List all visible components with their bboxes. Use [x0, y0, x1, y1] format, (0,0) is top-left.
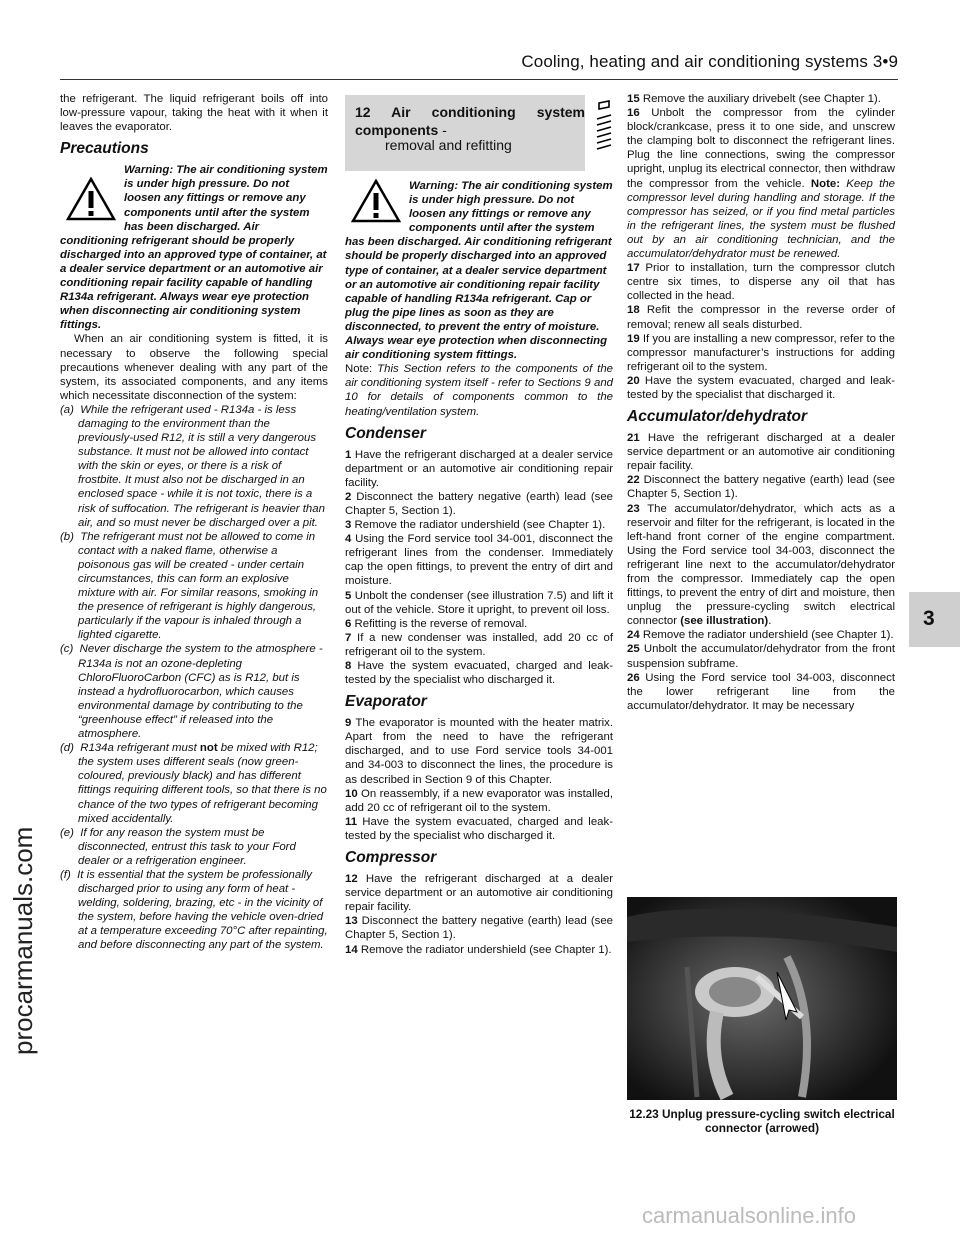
- step-number: 6: [345, 617, 352, 630]
- step: [627, 332, 895, 374]
- step-number: 7: [345, 631, 352, 644]
- step: [345, 716, 613, 786]
- step: [627, 261, 895, 303]
- warning-triangle-icon: [66, 177, 116, 221]
- step-number: 9: [345, 717, 352, 730]
- section-heading-box: [345, 95, 585, 171]
- step-text: On reassembly, if a new evaporator was installed, add 20 cc of refrigerant oil to the system.: [345, 787, 613, 814]
- accumulator-steps: [627, 431, 895, 501]
- illustration-photo: [627, 897, 897, 1100]
- step-number: 25: [627, 643, 640, 656]
- page-title: Cooling, heating and air conditioning systems 3•9: [521, 52, 898, 71]
- section-title: 12 Air conditioning system components -: [355, 104, 585, 138]
- warning-block: [60, 163, 328, 332]
- step: 15 Remove the auxiliary drivebelt (see Chapter 1).: [627, 93, 881, 105]
- step-number: 13: [345, 915, 358, 928]
- step-text: Have the refrigerant discharged at a dealer service department or an automotive air conditioning repair facility.: [627, 432, 895, 473]
- step-number: 18: [627, 304, 640, 317]
- intro-text: the refrigerant. The liquid refrigerant boils off into low-pressure vapour, taking the heat with it when it leaves the evaporator.: [60, 93, 328, 134]
- step-text: If you are installing a new compressor, refer to the compressor manufacturer’s instructions for adding refrigerant oil to the system.: [627, 332, 895, 373]
- item-d-pre: (d) R134a refrigerant must: [60, 742, 200, 755]
- step: [345, 659, 613, 687]
- chapter-tab: [909, 592, 960, 647]
- side-watermark: procarmanuals.com: [8, 826, 38, 1055]
- item-d-post: be mixed with R12; the system uses different seals (now green-coloured, previously black) and has different fittings requiring different tools, so that there is no chance of the two types of refrigerant becoming mixed accidentally.: [78, 742, 327, 825]
- warning-text: Warning: The air conditioning system is under high pressure. Do not loosen any fittings or remove any components until after the system has been discharged. Air conditioning refrigerant should be properly discharged into an approved type of container, at a dealer service department or an automotive air conditioning repair facility capable of handling R134a refrigerant. Always wear eye protection when disconnecting air conditioning system fittings.: [60, 164, 328, 332]
- step: [345, 589, 613, 617]
- list-item: (c) Never discharge the system to the atmosphere - R134a is not an ozone-depleting ChloroFluoroCarbon (CFC) as is R12, but is instead a hydrofluorocarbon, which causes environmental damage by contributing to the “greenhouse effect” if released into the atmosphere.: [60, 643, 323, 741]
- step: [627, 431, 895, 473]
- step-text: Disconnect the battery negative (earth) lead (see Chapter 5, Section 1).: [345, 915, 613, 942]
- step-number: 19: [627, 332, 640, 345]
- engine-bay-photo-image: [627, 897, 897, 1100]
- step-number: 14: [345, 943, 358, 956]
- step: [627, 642, 895, 670]
- step-number: 5: [345, 589, 352, 602]
- step-number: 3: [345, 519, 352, 532]
- step-number: 24: [627, 629, 640, 642]
- header-rule: [60, 79, 898, 80]
- step-number: 22: [627, 474, 640, 487]
- step-number: 26: [627, 671, 640, 684]
- accumulator-steps-continued: [627, 628, 895, 713]
- step: [345, 518, 613, 532]
- step-number: 12: [345, 873, 358, 886]
- left-column: [60, 92, 328, 953]
- step-number: 11: [345, 815, 358, 828]
- step-number: 17: [627, 262, 640, 275]
- step: [627, 628, 895, 642]
- step: 16 Unbolt the compressor from the cylinder block/crankcase, press it to one side, and unscrew the clamping bolt to disconnect the refrigerant lines. Plug the line connections, swing the compressor upright, unplug its electrical connector, then withdraw the compressor from the vehicle. Note: Keep the compressor level during handling and storage. If the compressor has seized, or if you find metal particles in the refrigerant lines, the system must be flushed out by an air conditioning technician, and the accumulator/dehydrator must be renewed.: [627, 107, 896, 261]
- step-text: Using the Ford service tool 34-003, disconnect the lower refrigerant line from the accumulator/dehydrator. It may be necessary: [627, 671, 895, 712]
- step-number: 21: [627, 432, 640, 445]
- step-text: Refit the compressor in the reverse order of removal; renew all seals disturbed.: [627, 304, 895, 331]
- step-text: Unbolt the accumulator/dehydrator from the front suspension subframe.: [627, 643, 895, 670]
- step: [345, 787, 613, 815]
- step-text: Disconnect the battery negative (earth) lead (see Chapter 5, Section 1).: [627, 474, 895, 501]
- step: [345, 617, 613, 631]
- compressor-heading: Compressor: [345, 849, 437, 867]
- condenser-steps: [345, 448, 613, 688]
- warning-text: Warning: The air conditioning system is under high pressure. Do not loosen any fittings or remove any components until after the system has been discharged. Air conditioning refrigerant should be properly discharged into an approved type of container, at a dealer service department or an automotive air conditioning repair facility capable of handling R134a refrigerant. Cap or plug the pipe lines as soon as they are disconnected, to prevent the entry of moisture. Always wear eye protection when disconnecting air conditioning system fittings.: [345, 180, 613, 362]
- step: [627, 303, 895, 331]
- list-item: (e) If for any reason the system must be disconnected, entrust this task to your Ford dealer or a refrigeration engineer.: [60, 826, 296, 867]
- chapter-tab-label: 3: [923, 607, 935, 630]
- compressor-steps-continued: [627, 261, 895, 402]
- section-subtitle: removal and refitting: [385, 137, 512, 153]
- step-text: The evaporator is mounted with the heater matrix. Apart from the need to have the refrigerant discharged, and to use Ford service tools 34-001 and 34-003 to disconnect the lines, the procedure is as described in Section 9 of this Chapter.: [345, 717, 613, 786]
- page-header: [60, 52, 898, 76]
- list-item: (b) The refrigerant must not be allowed to come in contact with a naked flame, otherwise a poisonous gas will be created - under certain circumstances, this can form an explosive mixture with air. For similar reasons, smoking in the presence of refrigerant is highly dangerous, particularly if the vapour is inhaled through a lighted cigarette.: [60, 530, 319, 642]
- step-number: 8: [345, 660, 352, 672]
- step: [345, 532, 613, 588]
- step-number: 2: [345, 490, 352, 503]
- accumulator-heading: Accumulator/dehydrator: [627, 408, 808, 426]
- body-text: When an air conditioning system is fitted, it is necessary to observe the following special precautions whenever dealing with any part of the system, its associated components, and any items which necessitate disconnection of the system:: [60, 333, 328, 402]
- step-text: Have the refrigerant discharged at a dealer service department or an automotive air conditioning repair facility.: [345, 873, 613, 914]
- list-item: [60, 741, 328, 826]
- step-text: Have the system evacuated, charged and leak-tested by the specialist that discharged it.: [627, 374, 895, 401]
- step-text: Using the Ford service tool 34-001, disconnect the refrigerant lines from the condenser. Immediately cap the open fittings, to prevent the entry of dirt and moisture.: [345, 533, 613, 588]
- right-column: [627, 92, 895, 713]
- step-text: Disconnect the battery negative (earth) lead (see Chapter 5, Section 1).: [345, 490, 613, 517]
- step-number: 10: [345, 787, 358, 800]
- evaporator-heading: Evaporator: [345, 693, 427, 711]
- step-number: 20: [627, 374, 640, 387]
- figure-caption: 12.23 Unplug pressure-cycling switch electrical connector (arrowed): [629, 1107, 895, 1135]
- middle-column: [345, 95, 613, 957]
- item-d-bold: not: [199, 742, 218, 755]
- step-number: 4: [345, 533, 352, 546]
- step-text: Refitting is the reverse of removal.: [351, 617, 528, 630]
- step-text: Have the refrigerant discharged at a dealer service department or an automotive air conditioning repair facility.: [345, 448, 613, 489]
- step: [345, 815, 613, 843]
- step: [345, 490, 613, 518]
- step-text: Have the system evacuated, charged and leak-tested by the specialist who discharged it.: [345, 660, 613, 687]
- step-text: If a new condenser was installed, add 20 cc of refrigerant oil to the system.: [345, 631, 613, 658]
- step: [345, 872, 613, 914]
- step: [345, 448, 613, 490]
- step: [345, 914, 613, 942]
- section-note: Note: This Section refers to the components of the air conditioning system itself - refer to Sections 9 and 10 for details of components common to the heating/ventilation system.: [345, 363, 613, 418]
- step: [627, 671, 895, 713]
- list-item: (f) It is essential that the system be professionally discharged prior to using any form of heat - welding, soldering, brazing, etc - in the vicinity of the system, before having the vehicle oven-dried at a temperature exceeding 70°C after repainting, and before disconnecting any part of the system.: [60, 868, 328, 952]
- precautions-heading: Precautions: [60, 140, 149, 158]
- evaporator-steps: [345, 716, 613, 843]
- step-number: 1: [345, 448, 352, 461]
- step: 23 The accumulator/dehydrator, which acts as a reservoir and filter for the refrigerant, is located in the left-hand front corner of the engine compartment. Using the Ford service tool 34-003, disconnect the refrigerant line next to the accumulator/dehydrator from the compressor. Immediately cap the open fittings, to prevent the entry of dirt and moisture, then unplug the pressure-cycling switch electrical connector (see illustration).: [627, 502, 896, 628]
- warning-triangle-icon: [351, 179, 401, 223]
- step: [627, 374, 895, 402]
- compressor-steps: [345, 872, 613, 957]
- step: [345, 943, 613, 957]
- condenser-heading: Condenser: [345, 424, 426, 442]
- step-text: Remove the radiator undershield (see Chapter 1).: [639, 629, 894, 642]
- step-text: Remove the radiator undershield (see Chapter 1).: [357, 943, 612, 956]
- step-text: Have the system evacuated, charged and leak-tested by the specialist who discharged it.: [345, 815, 613, 842]
- warning-block: [345, 179, 613, 362]
- step-text: Unbolt the condenser (see illustration 7.5) and lift it out of the vehicle. Store it upright, to prevent oil loss.: [345, 589, 613, 616]
- step: [627, 473, 895, 501]
- step-text: Prior to installation, turn the compressor clutch centre six times, to disperse any oil that has collected in the head.: [627, 262, 895, 303]
- difficulty-wrench-icon: [593, 99, 615, 159]
- list-item: (a) While the refrigerant used - R134a - is less damaging to the environment than the previously-used R12, it is still a very dangerous substance. It must not be allowed into contact with the skin or eyes, or there is a risk of frostbite. It must also not be discharged in an enclosed space - while it is not toxic, there is a risk of suffocation. The refrigerant is heavier than air, and so must never be discharged over a pit.: [60, 403, 325, 529]
- step: [345, 631, 613, 659]
- footer-watermark: carmanualsonline.info: [642, 1203, 857, 1228]
- step-text: Remove the radiator undershield (see Chapter 1).: [351, 519, 606, 532]
